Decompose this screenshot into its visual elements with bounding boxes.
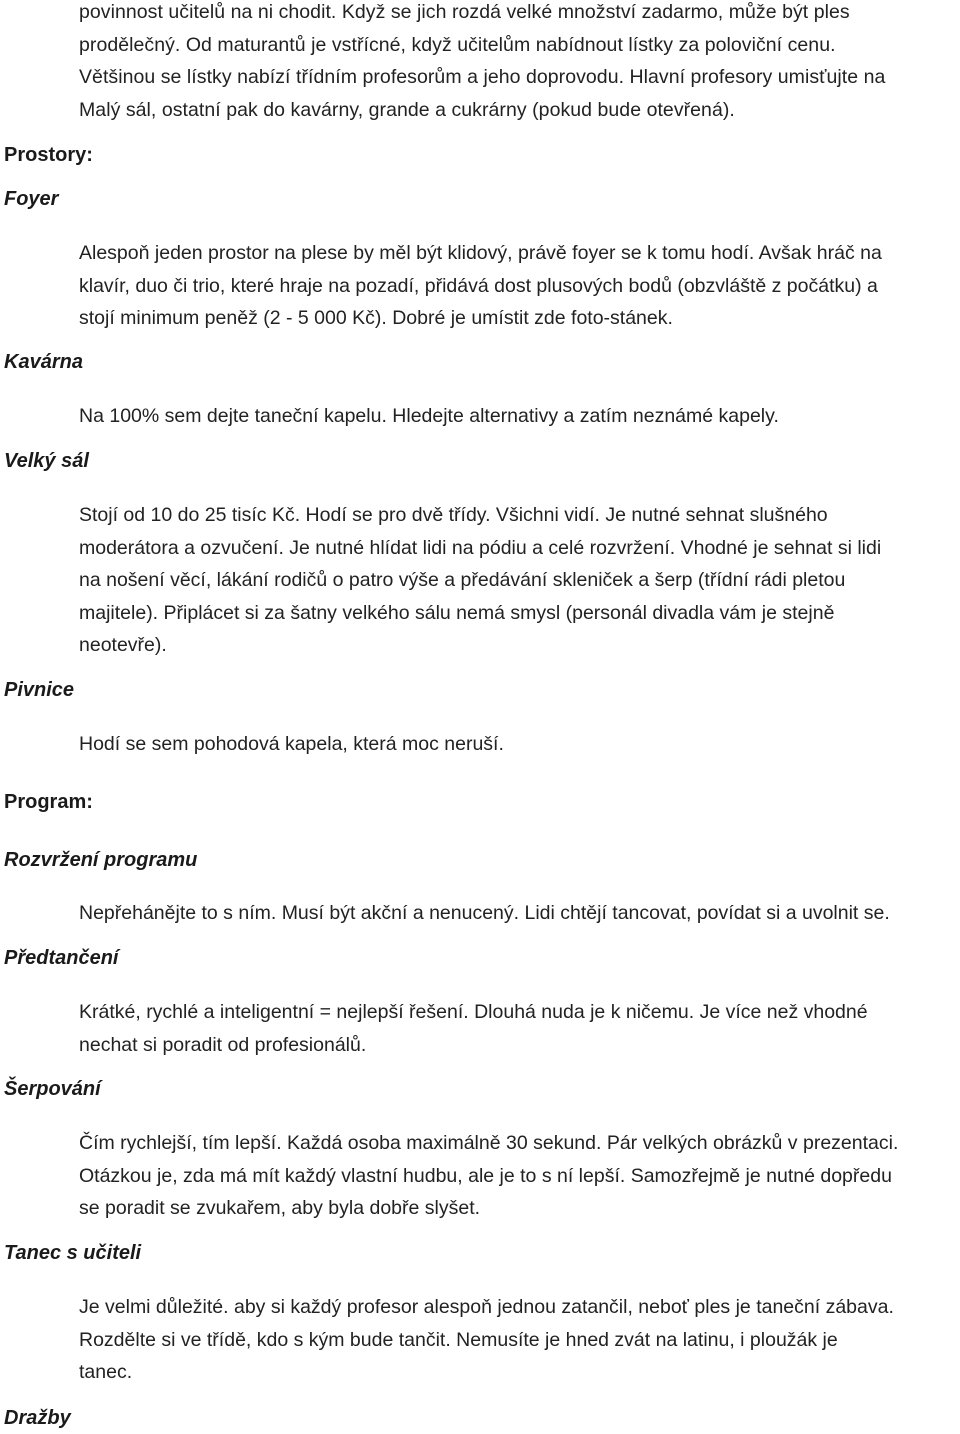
text-line: povinnost učitelů na ni chodit. Když se jich rozdá velké množství zadarmo, může být ples <box>79 1 850 23</box>
text-line: Nepřeháněјte to s ním. Musí být akční a nenucený. Lidi chtějí tancovat, povídat si a uvolnit se. <box>79 902 890 924</box>
intro-paragraph <box>79 0 959 126</box>
text-line: Je velmi důležité. aby si každý profesor alespoň jednou zatančil, neboť ples je taneční zábava. <box>79 1296 894 1318</box>
subheading-serpovani: Šerpování <box>4 1078 101 1100</box>
text-line: Rozdělte si ve třídě, kdo s kým bude tančit. Nemusíte je hned zvát na latinu, i ploužák je <box>79 1328 838 1351</box>
subheading-kavarna: Kavárna <box>4 351 83 373</box>
text-line: Hodí se sem pohodová kapela, která moc neruší. <box>79 733 504 755</box>
text-line: Na 100% sem dejte taneční kapelu. Hledejte alternativy a zatím neznámé kapely. <box>79 405 779 427</box>
text-line: Stojí od 10 do 25 tisíc Kč. Hodí se pro dvě třídy. Všichni vidí. Je nutné sehnat slušného <box>79 504 828 526</box>
text-line: Otázkou je, zda má mít každý vlastní hudbu, ale je to s ní lepší. Samozřejmě je nutné dopředu <box>79 1164 892 1187</box>
text-line: neotevře). <box>79 634 167 656</box>
text-line: na nošení věcí, lákání rodičů o patro výše a předávání skleniček a šerp (třídní rádi pletou <box>79 569 846 591</box>
paragraph-tanec-s-uciteli <box>79 1291 959 1389</box>
text-line: klavír, duo či trio, které hraje na pozadí, přidává dost plusových bodů (obzvláště z počátku) a <box>79 274 878 297</box>
paragraph-kavarna <box>79 400 959 433</box>
paragraph-foyer <box>79 237 959 335</box>
paragraph-velky-sal <box>79 499 959 662</box>
text-line: prodělečný. Od maturantů je vstřícné, když učitelům nabídnout lístky za poloviční cenu. <box>79 33 836 56</box>
text-line: Většinou se lístky nabízí třídním profesorům a jeho doprovodu. Hlavní profesory umisťujte na <box>79 66 886 88</box>
subheading-tanec-s-uciteli: Tanec s učiteli <box>4 1242 142 1264</box>
section-heading-program: Program: <box>4 791 93 813</box>
subheading-drazby: Dražby <box>4 1407 71 1429</box>
text-line: se poradit se zvukařem, aby byla dobře slyšet. <box>79 1197 481 1219</box>
text-line: majitele). Připlácet si za šatny velkého sálu nemá smysl (personál divadla vám je stejně <box>79 601 835 624</box>
text-line: Krátké, rychlé a inteligentní = nejlepší řešení. Dlouhá nuda je k ničemu. Je více než vhodné <box>79 1001 868 1023</box>
text-line: nechat si poradit od profesionálů. <box>79 1033 367 1056</box>
paragraph-pivnice <box>79 728 959 761</box>
paragraph-rozvrzeni-programu <box>79 897 959 930</box>
section-heading-prostory: Prostory: <box>4 144 93 166</box>
text-line: stojí minimum peněž (2 - 5 000 Kč). Dobré je umístit zde foto-stánek. <box>79 307 673 329</box>
subheading-predtanceni: Předtančení <box>4 947 119 969</box>
text-line: tanec. <box>79 1361 133 1383</box>
subheading-pivnice: Pivnice <box>4 679 75 701</box>
subheading-velky-sal: Velký sál <box>4 450 89 472</box>
paragraph-serpovani <box>79 1127 959 1225</box>
subheading-foyer: Foyer <box>4 188 59 210</box>
subheading-rozvrzeni-programu: Rozvržení programu <box>4 849 198 871</box>
text-line: moderátora a ozvučení. Je nutné hlídat lidi na pódiu a celé rozvržení. Vhodné je sehnat si lidi <box>79 536 882 559</box>
text-line: Alespoň jeden prostor na plese by měl být klidový, právě foyer se k tomu hodí. Avšak hráč na <box>79 242 882 264</box>
paragraph-predtanceni <box>79 996 959 1061</box>
text-line: Malý sál, ostatní pak do kavárny, grande a cukrárny (pokud bude otevřená). <box>79 98 735 121</box>
text-line: Čím rychlejší, tím lepší. Každá osoba maximálně 30 sekund. Pár velkých obrázků v prezentaci. <box>79 1132 899 1154</box>
